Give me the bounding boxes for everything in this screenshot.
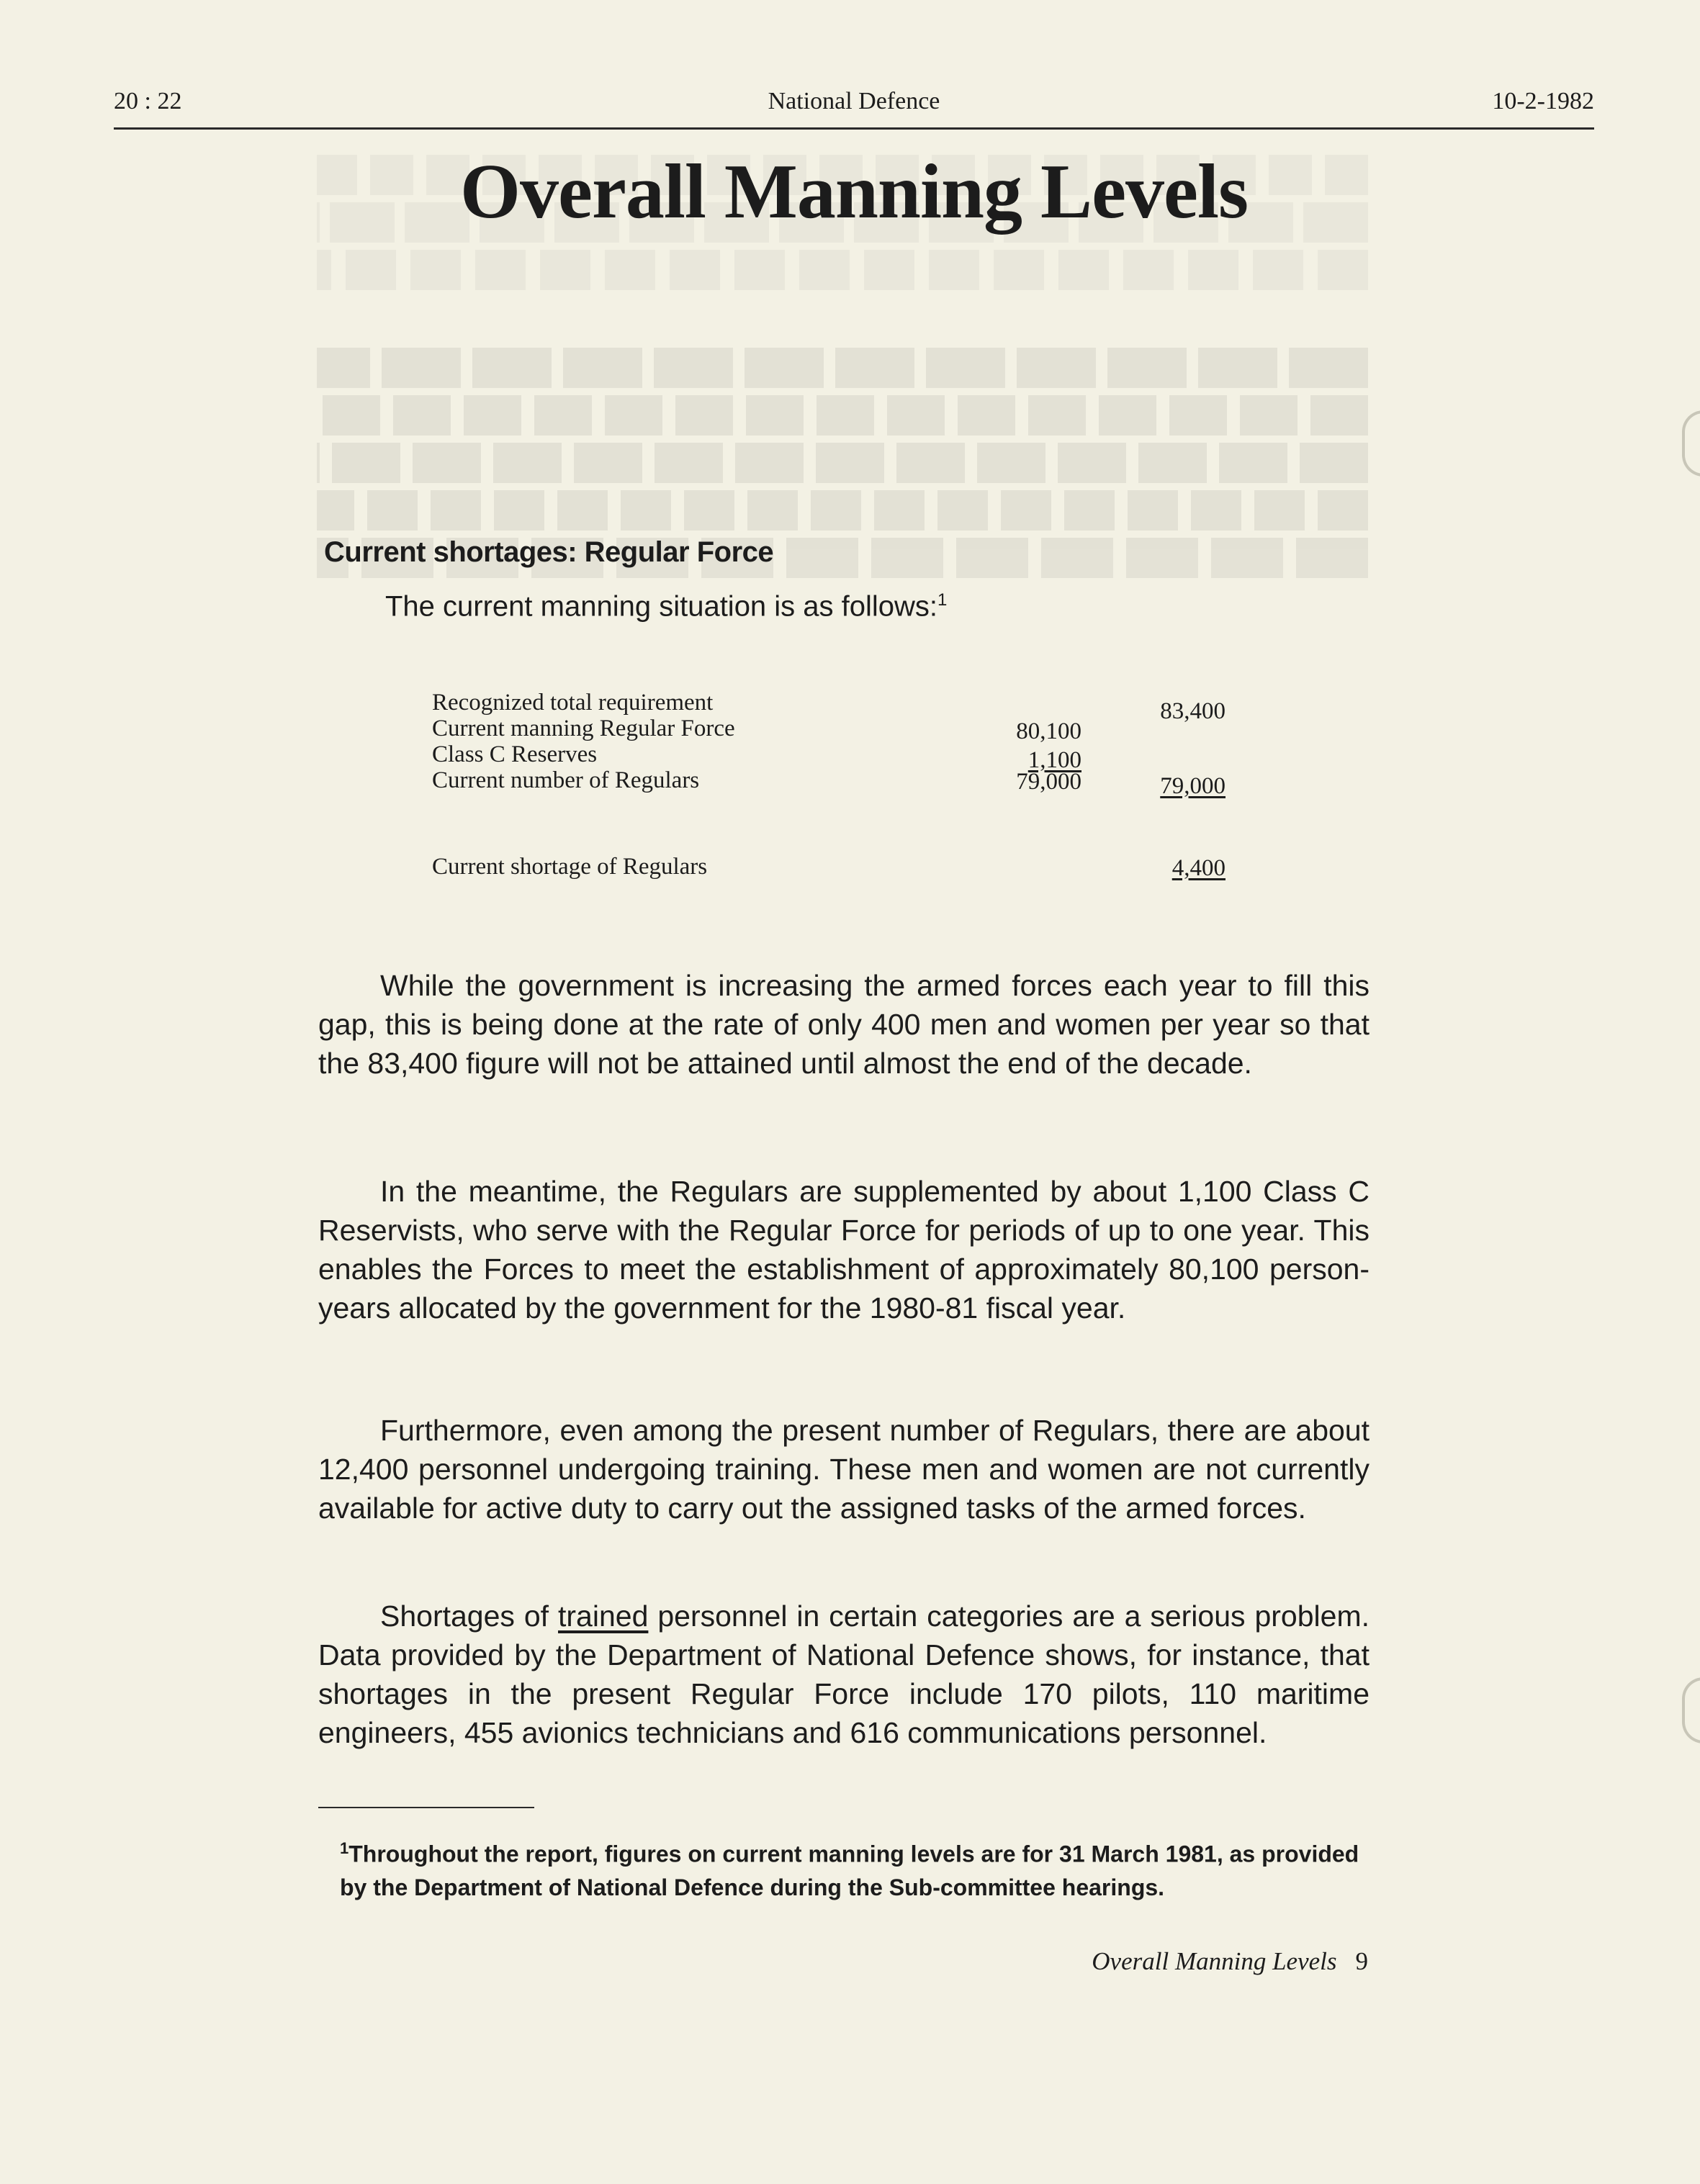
footnote-marker: 1 — [340, 1839, 349, 1857]
table-row — [432, 741, 1238, 773]
row-label: Current manning Regular Force — [432, 716, 735, 741]
body-paragraph: Furthermore, even among the present number of Regulars, there are about 12,400 personnel undergoing training. These men and women are not currently available for active duty to carry out the assigned tasks of the armed forces. — [318, 1414, 1370, 1525]
header-rule — [114, 127, 1594, 130]
body-paragraph: While the government is increasing the armed forces each year to fill this gap, this is being done at the rate of only 400 men and women per year so that the 83,400 figure will not be attained until almost the end of the decade. — [318, 969, 1370, 1080]
row-value-col1: 1,100 — [1027, 747, 1081, 773]
footnote — [340, 1832, 1362, 1904]
binder-ring-mark — [1682, 1677, 1700, 1743]
footnote-text: Throughout the report, figures on current manning levels are for 31 March 1981, as provided by the Department of National Defence during the Sub-committee hearings. — [340, 1841, 1359, 1900]
row-value-col2: 79,000 — [1160, 773, 1225, 799]
page-number: 9 — [1355, 1947, 1368, 1975]
table-row — [432, 767, 1238, 799]
manning-table — [432, 690, 1238, 880]
footer-title: Overall Manning Levels — [1092, 1947, 1337, 1975]
section-heading: Current shortages: Regular Force — [324, 536, 774, 568]
paragraph-text: Shortages of — [380, 1599, 559, 1633]
row-value-col1: 79,000 — [1016, 769, 1081, 795]
body-paragraph: In the meantime, the Regulars are supplemented by about 1,100 Class C Reservists, who serve with the Regular Force for periods of up to one year. This enables the Forces to meet the establishment of approximately 80,100 person-years allocated by the government for the 1980-81 fiscal year. — [318, 1175, 1370, 1325]
footnote-rule — [318, 1807, 534, 1808]
page-title: Overall Manning Levels — [460, 149, 1248, 235]
table-spacer — [432, 793, 1238, 854]
running-header — [114, 81, 1594, 127]
table-row — [432, 716, 1238, 744]
table-row-shortage — [432, 854, 1238, 880]
row-label: Recognized total requirement — [432, 690, 714, 716]
table-row — [432, 690, 1238, 724]
row-value-col1: 80,100 — [1016, 718, 1081, 744]
shortage-value: 4,400 — [1171, 855, 1225, 881]
header-issue-number: 20 : 22 — [114, 88, 182, 114]
running-footer — [936, 1947, 1368, 1976]
intro-text: The current manning situation is as follows: — [385, 590, 938, 623]
body-paragraph — [318, 1597, 1370, 1752]
row-label: Class C Reserves — [432, 741, 598, 767]
underlined-word: trained — [558, 1599, 649, 1633]
binder-ring-mark — [1682, 410, 1700, 477]
shortage-label: Current shortage of Regulars — [432, 854, 708, 880]
section-intro — [385, 590, 947, 623]
paragraph-text: personnel in certain categories are a serious problem. Data provided by the Department of National Defence shows, for instance, that shortages in the present Regular Force include 170 pilots, 110 maritime engineers, 455 avionics technicians and 616 communications personnel. — [318, 1599, 1370, 1749]
row-value-col2: 83,400 — [1160, 698, 1225, 724]
header-date: 10-2-1982 — [1492, 88, 1594, 114]
footnote-reference: 1 — [937, 590, 948, 610]
row-label: Current number of Regulars — [432, 767, 700, 793]
header-publication-title: National Defence — [768, 88, 940, 114]
